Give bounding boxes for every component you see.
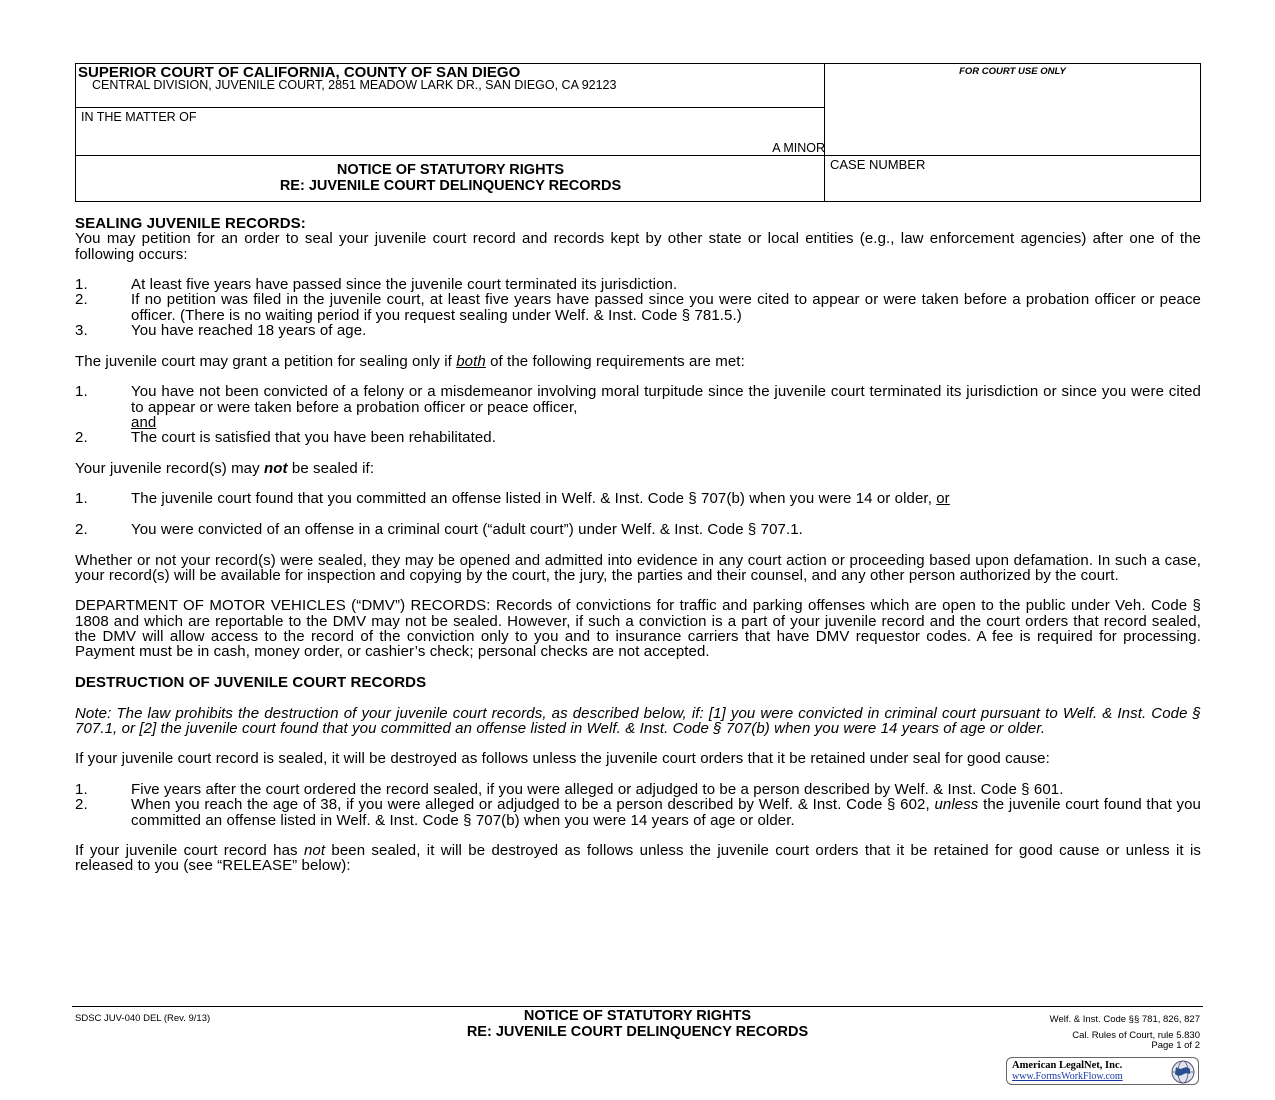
list-number: 1. bbox=[75, 780, 88, 798]
not-emphasis: not bbox=[264, 459, 288, 477]
not-sealed-paragraph bbox=[75, 461, 1201, 476]
grant-paragraph bbox=[75, 354, 1201, 369]
grant-emphasis: both bbox=[456, 352, 486, 370]
ns-text: If your juvenile court record has bbox=[75, 842, 304, 860]
court-name: SUPERIOR COURT OF CALIFORNIA, COUNTY OF SAN DIEGO bbox=[78, 64, 521, 81]
list-item bbox=[75, 797, 1201, 828]
list-number: 1. bbox=[75, 383, 88, 401]
list-number: 2. bbox=[75, 520, 88, 538]
list-text: You have not been convicted of a felony or a misdemeanor involving moral turpitude since the juvenile court terminated its jurisdiction or since you were cited to appear or were taken before a probation officer or peace officer, bbox=[131, 383, 1201, 416]
list-text: Five years after the court ordered the record sealed, if you were alleged or adjudged to be a person described by Welf. & Inst. Code § 601. bbox=[131, 780, 1064, 798]
matter-cell bbox=[76, 108, 825, 156]
not-text: Your juvenile record(s) may bbox=[75, 459, 264, 477]
list-conjunction: and bbox=[131, 413, 157, 431]
grant-text-end: of the following requirements are met: bbox=[485, 352, 745, 370]
court-use-box bbox=[825, 64, 1200, 156]
caption-box bbox=[75, 63, 1201, 202]
list-item bbox=[75, 384, 1201, 430]
dmv-paragraph: DEPARTMENT OF MOTOR VEHICLES (“DMV”) RECORDS: Records of convictions for traffic and parking offenses which are open to the public under Veh. Code § 1808 and which are reportable to the DMV may not be sealed. However, if such a conviction is a part of your juvenile record and the court orders that record sealed, the DMV will allow access to the record of the conviction only to you and to insurance carriers that have DMV requestor codes. A fee is required for processing. Payment must be in cash, money order, or cashier’s check; personal checks are not accepted. bbox=[75, 597, 1201, 661]
list-number: 1. bbox=[75, 490, 88, 508]
footer-title bbox=[300, 1008, 975, 1040]
list-item bbox=[75, 430, 1201, 445]
destruction-note: Note: The law prohibits the destruction of your juvenile court records, as described below, if: [1] you were convicted in criminal court pursuant to Welf. & Inst. Code § 707.1, or [2] the juvenile court found that you committed an offense listed in Welf. & Inst. Code § 707(b) when you were 14 years of age or older. bbox=[75, 704, 1201, 737]
publisher-name: American LegalNet, Inc. bbox=[1012, 1060, 1123, 1071]
list-text: The court is satisfied that you have been rehabilitated. bbox=[131, 429, 496, 447]
form-id: SDSC JUV-040 DEL (Rev. 9/13) bbox=[75, 1013, 211, 1024]
list-number: 2. bbox=[75, 291, 88, 309]
list-item bbox=[75, 522, 1201, 537]
list-text: If no petition was filed in the juvenile court, at least five years have passed since you were cited to appear or were taken before a probation officer or peace officer. (There is no waiting period if you request sealing under Welf. & Inst. Code § 781.5.) bbox=[131, 291, 1201, 324]
form-title-line1: NOTICE OF STATUTORY RIGHTS bbox=[336, 162, 565, 178]
list-item bbox=[75, 323, 1201, 338]
case-number-label: CASE NUMBER bbox=[830, 157, 926, 172]
rules-reference: Cal. Rules of Court, rule 5.830 bbox=[1072, 1030, 1200, 1041]
publisher-badge[interactable] bbox=[1006, 1057, 1199, 1085]
list-conjunction: or bbox=[936, 490, 950, 508]
footer-title-line2: RE: JUVENILE COURT DELINQUENCY RECORDS bbox=[466, 1024, 809, 1040]
matter-label: IN THE MATTER OF bbox=[81, 110, 197, 124]
list-number: 2. bbox=[75, 796, 88, 814]
caption-left bbox=[76, 64, 825, 201]
list-text: When you reach the age of 38, if you were alleged or adjudged to be a person described by Welf. & Inst. Code § 602, bbox=[131, 796, 935, 814]
minor-label: A MINOR bbox=[772, 141, 825, 155]
sealing-heading: SEALING JUVENILE RECORDS: bbox=[75, 215, 306, 232]
sealing-intro: You may petition for an order to seal your juvenile court record and records kept by other state or local entities (e.g., law enforcement agencies) after one of the following occurs: bbox=[75, 230, 1201, 263]
not-sealed-destruction-paragraph bbox=[75, 843, 1201, 874]
list-text: You have reached 18 years of age. bbox=[131, 322, 367, 340]
ns-text-end: been sealed, it will be destroyed as follows unless the juvenile court orders that it be retained for good cause or unless it is released to you (see “RELEASE” below): bbox=[75, 842, 1201, 875]
list-item bbox=[75, 782, 1201, 797]
globe-icon bbox=[1170, 1059, 1196, 1085]
list-number: 1. bbox=[75, 276, 88, 294]
list-number: 3. bbox=[75, 322, 88, 340]
publisher-link[interactable]: www.FormsWorkFlow.com bbox=[1012, 1071, 1123, 1082]
footer-rule bbox=[72, 1006, 1203, 1007]
code-reference: Welf. & Inst. Code §§ 781, 826, 827 bbox=[1049, 1014, 1200, 1025]
grant-text: The juvenile court may grant a petition for sealing only if bbox=[75, 352, 457, 370]
caption-right bbox=[825, 64, 1200, 201]
list-text-end: the juvenile court found that you committed an offense listed in Welf. & Inst. Code § 707(b) when you were 14 years of age or older. bbox=[131, 796, 1202, 829]
court-cell bbox=[76, 64, 825, 108]
occurrence-list bbox=[75, 277, 1201, 338]
list-item bbox=[75, 277, 1201, 292]
sealed-destruction-intro: If your juvenile court record is sealed, it will be destroyed as follows unless the juvenile court orders that it be retained under seal for good cause: bbox=[75, 750, 1050, 768]
form-title bbox=[76, 156, 825, 201]
body-content bbox=[75, 216, 1201, 874]
ns-emphasis: not bbox=[303, 842, 326, 860]
list-text: You were convicted of an offense in a criminal court (“adult court”) under Welf. & Inst. Code § 707.1. bbox=[131, 520, 803, 538]
court-address: CENTRAL DIVISION, JUVENILE COURT, 2851 MEADOW LARK DR., SAN DIEGO, CA 92123 bbox=[92, 78, 617, 92]
not-text-end: be sealed if: bbox=[287, 459, 375, 477]
page-number: Page 1 of 2 bbox=[1151, 1040, 1200, 1051]
list-number: 2. bbox=[75, 429, 88, 447]
footer-title-line1: NOTICE OF STATUTORY RIGHTS bbox=[523, 1008, 752, 1024]
list-emphasis: unless bbox=[934, 796, 979, 814]
list-item bbox=[75, 491, 1201, 506]
list-item bbox=[75, 292, 1201, 323]
footer-references bbox=[1050, 1012, 1200, 1054]
list-text: The juvenile court found that you committed an offense listed in Welf. & Inst. Code § 707(b) when you were 14 or older, bbox=[131, 490, 937, 508]
opened-paragraph: Whether or not your record(s) were sealed, they may be opened and admitted into evidence in any court action or proceeding based upon defamation. In such a case, your record(s) will be available for inspection and copying by the court, the jury, the parties and their counsel, and any other person authorized by the court. bbox=[75, 551, 1201, 584]
list-text: At least five years have passed since the juvenile court terminated its jurisdiction. bbox=[131, 276, 678, 294]
form-title-line2: RE: JUVENILE COURT DELINQUENCY RECORDS bbox=[279, 178, 622, 194]
destruction-heading: DESTRUCTION OF JUVENILE COURT RECORDS bbox=[75, 673, 427, 691]
court-use-label: FOR COURT USE ONLY bbox=[959, 66, 1066, 77]
